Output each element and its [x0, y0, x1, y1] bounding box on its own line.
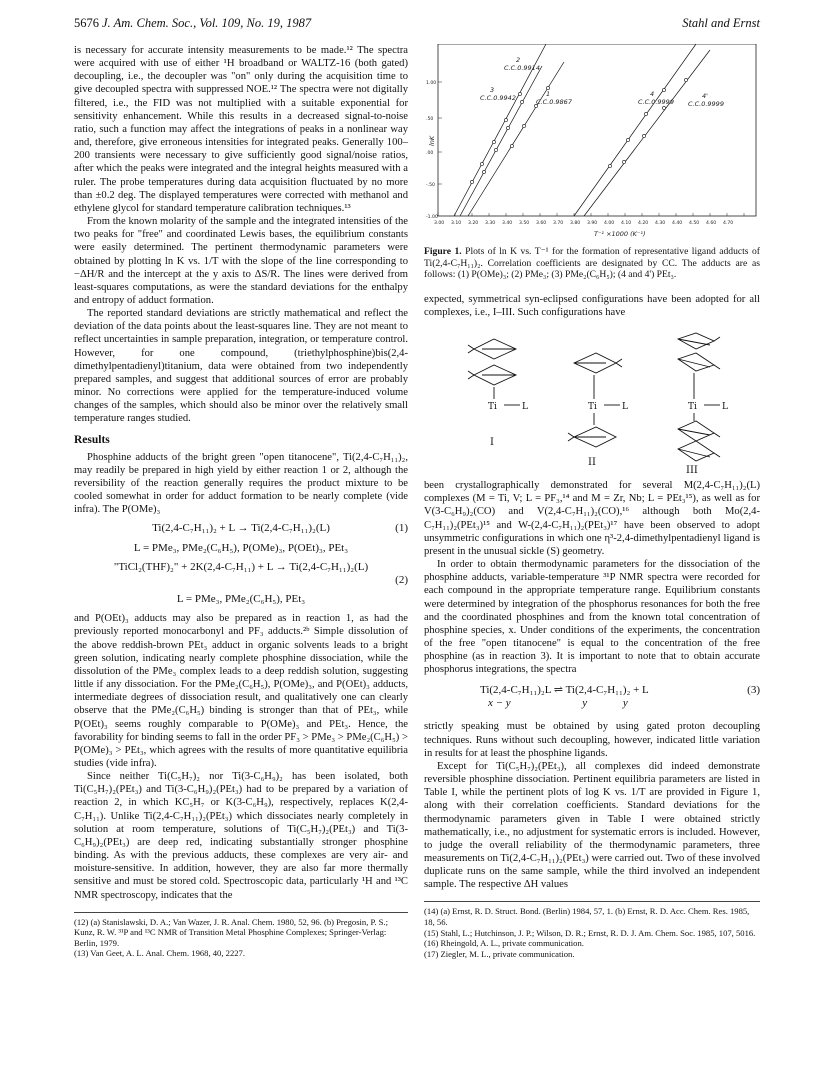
- svg-text:3.50: 3.50: [519, 221, 530, 226]
- y-ticks: [438, 82, 442, 184]
- y-axis-label: lnK: [428, 135, 436, 146]
- paragraph-except: Except for Ti(C₅H₇)₂(PEt₃), all complexes did indeed demonstrate reversible phosphine dissociation. Pertinent equilibria parameters are listed in Table I, while the pertinent plots of log K vs. 1/T are provided in Figure 1, along with their correlation coefficients. Standard deviations for the thermodynamic parameters given in Table I were obtained strictly mathematically, i.e., no adjustment for systematic errors is included. However, to judge the overall reliability of the thermodynamic parameters, three measurements on Ti(2,4-C₇H₁₁)₂(PEt₃) were carried out. Two of these involved duplicate runs on the same sample, while the third involved an independent sample. The respective ΔH values: [424, 760, 760, 891]
- paragraph-molarity: From the known molarity of the sample and the integrated intensities of the two peaks for "free" and coordinated Lewis bases, the equilibrium constants were easily determined. The pertinent thermodynamic parameters were obtained by plotting ln K vs. 1/T with the slope of the line corresponding to −ΔH/R and the intercept at the y axis to ΔS/R. The lines were derived from least-squares computations, as were the standard deviations for the enthalpy and entropy of adduct formation.: [74, 216, 408, 306]
- footnote-13: (13) Van Geet, A. L. Anal. Chem. 1968, 40, 2227.: [74, 948, 245, 959]
- running-header: [74, 16, 760, 36]
- structures-figure: [424, 325, 760, 475]
- paragraph-intro: is necessary for accurate intensity measurements to be made.¹² The spectra were acquired with use of either ¹H broadband or WALTZ-16 (both gated) decoupling, i.e., the decoupler was "on" only during the acquisition time to give decoupled spectra with suppressed NOE.¹² The spectra were not digitally filtered, i.e., the FID was not multiplied with a suitable exponential for sensitivity enhancement. While this results in a decreased signal-to-noise ratio, such a function may affect the integrations of peaks in a nonlinear way and, therefore, give erroneous intensities for integrated peaks. Generally 100–200 transients were necessary to give sufficiently good signal/noise ratios, after which the peaks were integrated and the integral heights measured with a ruler. The probe temperatures during data acquisition fluctuated by no more than ±0.2 deg. The displayed temperatures were corrected with methanol and ethylene glycol for standard temperature calibration techniques.¹³: [74, 45, 408, 214]
- structure-I: [468, 339, 520, 405]
- equation-3-text: Ti(2,4-C₇H₁₁)₂L ⇌ Ti(2,4-C₇H₁₁)₂ + L: [480, 684, 649, 697]
- fit-line-4prime: [584, 50, 710, 216]
- right-column: [424, 44, 760, 959]
- figure-1-caption: [424, 246, 760, 281]
- ti-label-I: Ti: [488, 402, 497, 413]
- page-number: 5676: [74, 16, 99, 30]
- svg-text:3.30: 3.30: [485, 221, 496, 226]
- paragraph-results: Phosphine adducts of the bright green "open titanocene", Ti(2,4-C₇H₁₁)₂, may readily be prepared in high yield by either reaction 1 or 2, although the reversibility of the reaction generally requires the product mixture to be cooled somewhat in order for adduct formation to be nearly complete (vide infra). The P(OMe)₃: [74, 451, 408, 516]
- paragraph-strict: strictly speaking must be obtained by using gated proton decoupling techniques. Runs without such decoupling, however, indicated little variation in results for at least the phosphine ligands.: [424, 721, 760, 759]
- paragraph-deviations: The reported standard deviations are strictly mathematical and reflect the deviation of the data points about the least-squares line. They are not meant to reflect uncertainties in sample preparation, integration, or temperature control. However, for one compound, (triethylphosphine)bis(2,4-dimethylpentadienyl)titanium, data were obtained from two independently prepared samples, and suggest that additional sources of error are probably minor. No corrections were applied for the temperature-induced volume changes of the samples, which should also be minor over the relatively small temperature ranges studied.: [74, 308, 408, 425]
- left-column: [74, 44, 408, 959]
- structure-numeral-II: II: [588, 457, 596, 469]
- paragraph-poet: and P(OEt)₃ adducts may also be prepared as in reaction 1, as had the previously reported monocarbonyl and PF₃ adducts.²ᵇ Simple dissolution of the above reddish-brown PEt₃ adduct in organic solvents leads to a bright green solution, indicating nearly complete phosphine dissociation, while the dissolution of the PMe₃ complex leads to a deep reddish solution, suggesting little if any dissociation. For the PMe₂(C₆H₅), P(OMe)₃, and P(OEt)₃ adducts, intermediate degrees of dissociation result, and qualitatively one can clearly observe that the PMe₂(C₆H₅) binding is stronger than that of PEt₃, while P(OEt)₃ seems roughly comparable to P(OMe)₃ and PEt₃. Hence, the favorability for binding seems to fall in the order PF₃ > PMe₃ > PMe₂(C₆H₅) > P(OMe)₃ > PEt₃, which agrees with the results of more quantitative equilibria studies (vide infra).: [74, 613, 408, 769]
- svg-text:3.00: 3.00: [434, 221, 445, 226]
- equation-1: [74, 522, 408, 535]
- svg-text:4.40: 4.40: [672, 221, 683, 226]
- series-4-cc: C.C.0.9999: [638, 98, 674, 106]
- structure-III: [678, 333, 720, 461]
- equation-3-concentrations: x − y y y: [488, 697, 628, 710]
- figure-1-svg: [424, 44, 760, 240]
- footnote-14: (14) (a) Ernst, R. D. Struct. Bond. (Berlin) 1984, 57, 1. (b) Ernst, R. D. Acc. Chem. Res. 1985, 18, 56.: [424, 906, 750, 928]
- footnote-rule-right: [424, 901, 760, 902]
- equation-3: [424, 684, 760, 714]
- y-tick-labels: [426, 80, 438, 220]
- x-axis-label: T⁻¹ ×1000 (K⁻¹): [594, 230, 646, 238]
- svg-text:3.70: 3.70: [553, 221, 564, 226]
- svg-text:3.10: 3.10: [451, 221, 462, 226]
- series-3-num: 3: [490, 86, 495, 94]
- svg-text:4.00: 4.00: [604, 221, 615, 226]
- paragraph-order: In order to obtain thermodynamic parameters for the dissociation of the phosphine adducts, variable-temperature ³¹P NMR spectra were recorded for each compound in the appropriate temperature range. Equilibrium constants were determined by integration of the phosphorus resonances for both the free and the coordinated phosphines and from the known total concentration of phosphine species, x. Under conditions of the experiments, the concentration of the free "open titanocene" is equal to the concentration of the free phosphine (as in reaction 3). It is important to note that to obtain accurate phosphorus integrations, the spectra: [424, 559, 760, 676]
- fit-line-4: [574, 44, 696, 216]
- series-2-cc: C.C.0.9914: [504, 64, 540, 72]
- series-1-num: 1: [546, 90, 551, 98]
- l-label-III: L: [722, 402, 728, 413]
- paragraph-crystal: been crystallographically demonstrated for several M(2,4-C₇H₁₁)₂(L) complexes (M = Ti, V; L = PF₃,¹⁴ and M = Zr, Nb; L = PEt₃¹⁵), as well as for V(3-C₆H₉)₂(CO) and V(2,4-C₇H₁₁)₂(CO),¹⁶ although both Mo(2,4-C₇H₁₁)₂(PEt₃)¹⁵ and W-(2,4-C₇H₁₁)₂(PEt₃)¹⁷ have been observed to adopt unsymmetric configurations in which one η³-2,4-dimethylpentadienyl ligand is present in the unusual sickle (S) geometry.: [424, 480, 760, 557]
- equation-2: [74, 561, 408, 574]
- structure-numeral-III: III: [686, 465, 698, 476]
- svg-text:4.30: 4.30: [655, 221, 666, 226]
- series-2-num: 2: [516, 56, 521, 64]
- paragraph-since: Since neither Ti(C₅H₇)₂ nor Ti(3-C₆H₉)₂ has been isolated, both Ti(C₅H₇)₂(PEt₃) and Ti(3-C₆H₉)₂(PEt₃) had to be prepared by a variation of reaction 2, in which KC₅H₇ or K(3-C₆H₉), respectively, replaces K(2,4-C₇H₁₁). Unlike Ti(2,4-C₇H₁₁)₂(PEt₃) which dissociates nearly completely in solution at room temperature, solutions of Ti(C₅H₇)₂(PEt₃) and Ti(3-C₆H₉)₂(PEt₃) are deep red, indicating substantially stronger phosphine binding. As with the previous adducts, these complexes are very air- and moisture-sensitive. In addition, however, they are also far more thermally sensitive and must be stored cold. Spectroscopic data, particularly ¹H and ¹³C NMR spectroscopy, indicates that the: [74, 771, 408, 901]
- svg-text:4.70: 4.70: [723, 221, 734, 226]
- footnote-12: (12) (a) Stanislawski, D. A.; Van Wazer, J. R. Anal. Chem. 1980, 52, 96. (b) Pregosin, P. S.; Kunz, R. W. ³¹P and ¹³C NMR of Transition Metal Phosphine Complexes; Springer-Verlag: Berlin, 1979.: [74, 916, 388, 948]
- running-authors: Stahl and Ernst: [682, 16, 760, 30]
- footnote-16: (16) Rheingold, A. L., private communication.: [424, 938, 584, 949]
- structures-svg: [424, 325, 760, 475]
- svg-text:3.80: 3.80: [570, 221, 581, 226]
- footnote-15: (15) Stahl, L.; Hutchinson, J. P.; Wilson, D. R.; Ernst, R. D. J. Am. Chem. Soc. 1985, 107, 5016.: [424, 927, 756, 938]
- paragraph-expected: expected, symmetrical syn-eclipsed configurations have been adopted for all complexes, i.e., I–III. Such configurations have: [424, 293, 760, 318]
- svg-text:3.60: 3.60: [536, 221, 547, 226]
- svg-text:3.40: 3.40: [502, 221, 513, 226]
- svg-text:4.10: 4.10: [621, 221, 632, 226]
- fit-line-3: [460, 66, 542, 216]
- svg-text:.50: .50: [426, 117, 434, 122]
- figure-1-caption-label: Figure 1.: [424, 246, 462, 257]
- equation-3-number: (3): [747, 684, 760, 697]
- ti-label-III: Ti: [688, 402, 697, 413]
- svg-text:.00: .00: [426, 151, 434, 156]
- series-4-num: 4: [650, 90, 655, 98]
- structure-numeral-I: I: [490, 437, 494, 449]
- series-labels: [480, 56, 724, 108]
- equation-2-number: (2): [395, 573, 408, 586]
- svg-text:3.90: 3.90: [587, 221, 598, 226]
- fit-line-1: [468, 62, 564, 216]
- svg-text:4.20: 4.20: [638, 221, 649, 226]
- equation-2-text: "TiCl₂(THF)₂" + 2K(2,4-C₇H₁₁) + L → Ti(2,4-C₇H₁₁)₂(L): [113, 560, 369, 573]
- svg-text:4.60: 4.60: [706, 221, 717, 226]
- svg-text:4.50: 4.50: [689, 221, 700, 226]
- svg-text:-.50: -.50: [426, 183, 435, 188]
- equation-2-ligands: L = PMe₃, PMe₂(C₆H₅), PEt₃: [176, 593, 306, 606]
- svg-text:-1.00: -1.00: [426, 215, 438, 220]
- series-4prime-num: 4': [702, 92, 708, 100]
- series-1-cc: C.C.0.9867: [536, 98, 572, 106]
- fit-lines: [454, 44, 710, 216]
- series-3-cc: C.C.0.9942: [480, 94, 516, 102]
- l-label-I: L: [522, 402, 528, 413]
- svg-text:1.00: 1.00: [426, 81, 437, 86]
- figure-1-plot: [424, 44, 760, 240]
- footnote-17: (17) Ziegler, M. L., private communication.: [424, 948, 575, 959]
- journal-citation: J. Am. Chem. Soc., Vol. 109, No. 19, 1987: [102, 16, 312, 30]
- l-label-II: L: [622, 402, 628, 413]
- ti-label-II: Ti: [588, 402, 597, 413]
- x-tick-labels: [434, 220, 733, 226]
- equation-1-text: Ti(2,4-C₇H₁₁)₂ + L → Ti(2,4-C₇H₁₁)₂(L): [152, 522, 330, 535]
- structure-II: [568, 353, 622, 447]
- results-heading: Results: [74, 433, 110, 446]
- figure-1-caption-text: Plots of ln K vs. T⁻¹ for the formation of representative ligand adducts of Ti(2,4-C₇H₁₁)₂. Correlation coefficients are designated by CC. The adducts are as follows: (1) P(OMe)₃; (2) PMe₃; (3) PMe₂(C₆H₅); (4 and 4') PEt₃.: [424, 246, 760, 281]
- svg-text:3.20: 3.20: [468, 221, 479, 226]
- x-ticks: [438, 212, 744, 216]
- plot-frame: [438, 44, 756, 216]
- equation-1-ligands: L = PMe₃, PMe₂(C₆H₅), P(OMe)₃, P(OEt)₃, PEt₃: [133, 541, 349, 554]
- equation-1-number: (1): [395, 522, 408, 535]
- footnote-rule: [74, 912, 408, 913]
- series-4prime-cc: C.C.0.9999: [688, 100, 724, 108]
